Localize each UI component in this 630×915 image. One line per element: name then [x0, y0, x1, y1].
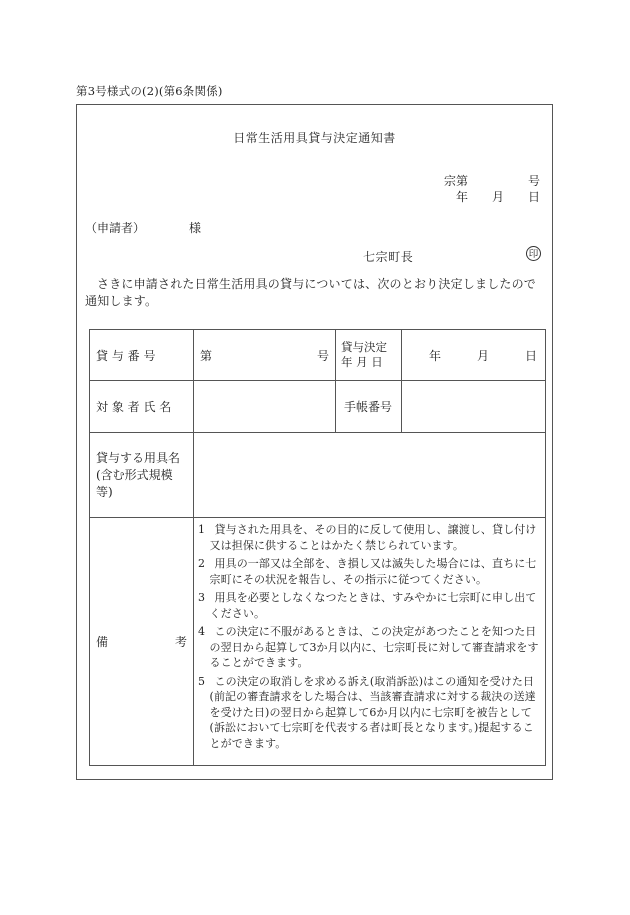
table-row	[90, 518, 546, 766]
handbook-number-value-cell[interactable]	[402, 381, 546, 433]
remark-item: 4 この決定に不服があるときは、この決定があつたことを知つた日の翌日から起算して3か月以内に、七宗町長に対して審査請求をすることができます。	[198, 625, 539, 669]
decision-date-value: 年 月 日	[428, 348, 537, 363]
subject-name-label: 対 象 者 氏 名	[96, 400, 172, 414]
decision-date-label-cell	[336, 330, 402, 381]
table-row	[90, 330, 546, 381]
subject-name-value-cell[interactable]	[194, 381, 336, 433]
applicant-line	[85, 219, 201, 236]
honorific: 様	[189, 221, 202, 235]
table-row	[90, 381, 546, 433]
handbook-number-label-cell	[336, 381, 402, 433]
applicant-label: （申請者）	[85, 221, 146, 235]
document-number-line: 宗第 号	[443, 174, 540, 188]
notice-body: さきに申請された日常生活用具の貸与については、次のとおり決定しましたので通知します。	[85, 277, 536, 308]
decision-date-label-line1: 貸与決定	[341, 340, 387, 354]
document-frame	[76, 104, 553, 780]
item-name-label: 貸与する用具名	[96, 450, 181, 465]
remarks-content-cell	[194, 518, 546, 766]
remarks-label-1: 備	[96, 635, 109, 649]
item-name-sublabel: (含む形式規模等)	[96, 467, 173, 499]
decision-table	[89, 329, 546, 766]
form-reference: 第3号様式の(2)(第6条関係)	[76, 84, 223, 98]
remark-item: 2 用具の一部又は全部を、き損し又は滅失した場合には、直ちに七宗町にその状況を報告し、その指示に従つてください。	[198, 557, 537, 586]
lend-number-prefix: 第	[200, 348, 213, 363]
remark-item: 1 貸与された用具を、その目的に反して使用し、譲渡し、貸し付け又は担保に供することはかたく禁じられています。	[198, 523, 537, 552]
decision-date-label-line2: 年 月 日	[341, 355, 383, 369]
table-row	[90, 433, 546, 518]
remark-item: 3 用具を必要としなくなつたときは、すみやかに七宗町に申し出てください。	[198, 591, 537, 620]
decision-date-value-cell[interactable]	[402, 330, 546, 381]
lend-number-label: 貸 与 番 号	[96, 348, 156, 363]
item-name-label-cell	[90, 433, 194, 518]
document-date-line: 年 月 日	[455, 190, 540, 204]
subject-name-label-cell	[90, 381, 194, 433]
lend-number-suffix: 号	[316, 348, 329, 363]
lend-number-label-cell	[90, 330, 194, 381]
document-title: 日常生活用具貸与決定通知書	[233, 131, 396, 145]
lend-number-value-cell[interactable]	[194, 330, 336, 381]
remarks-label-2: 考	[174, 635, 187, 649]
issuer-name: 七宗町長	[363, 250, 414, 264]
item-name-value-cell[interactable]	[194, 433, 546, 518]
seal-mark: 印	[526, 246, 541, 261]
remarks-label-cell	[90, 518, 194, 766]
handbook-number-label: 手帳番号	[344, 400, 393, 414]
remark-item: 5 この決定の取消しを求める訴え(取消訴訟)はこの通知を受けた日(前記の審査請求をした場合は、当該審査請求に対する裁決の送達を受けた日)の翌日から起算して6か月以内に七宗町を被告として(訴訟において七宗町を代表する者は町長となります。)提起することができます。	[198, 674, 536, 750]
